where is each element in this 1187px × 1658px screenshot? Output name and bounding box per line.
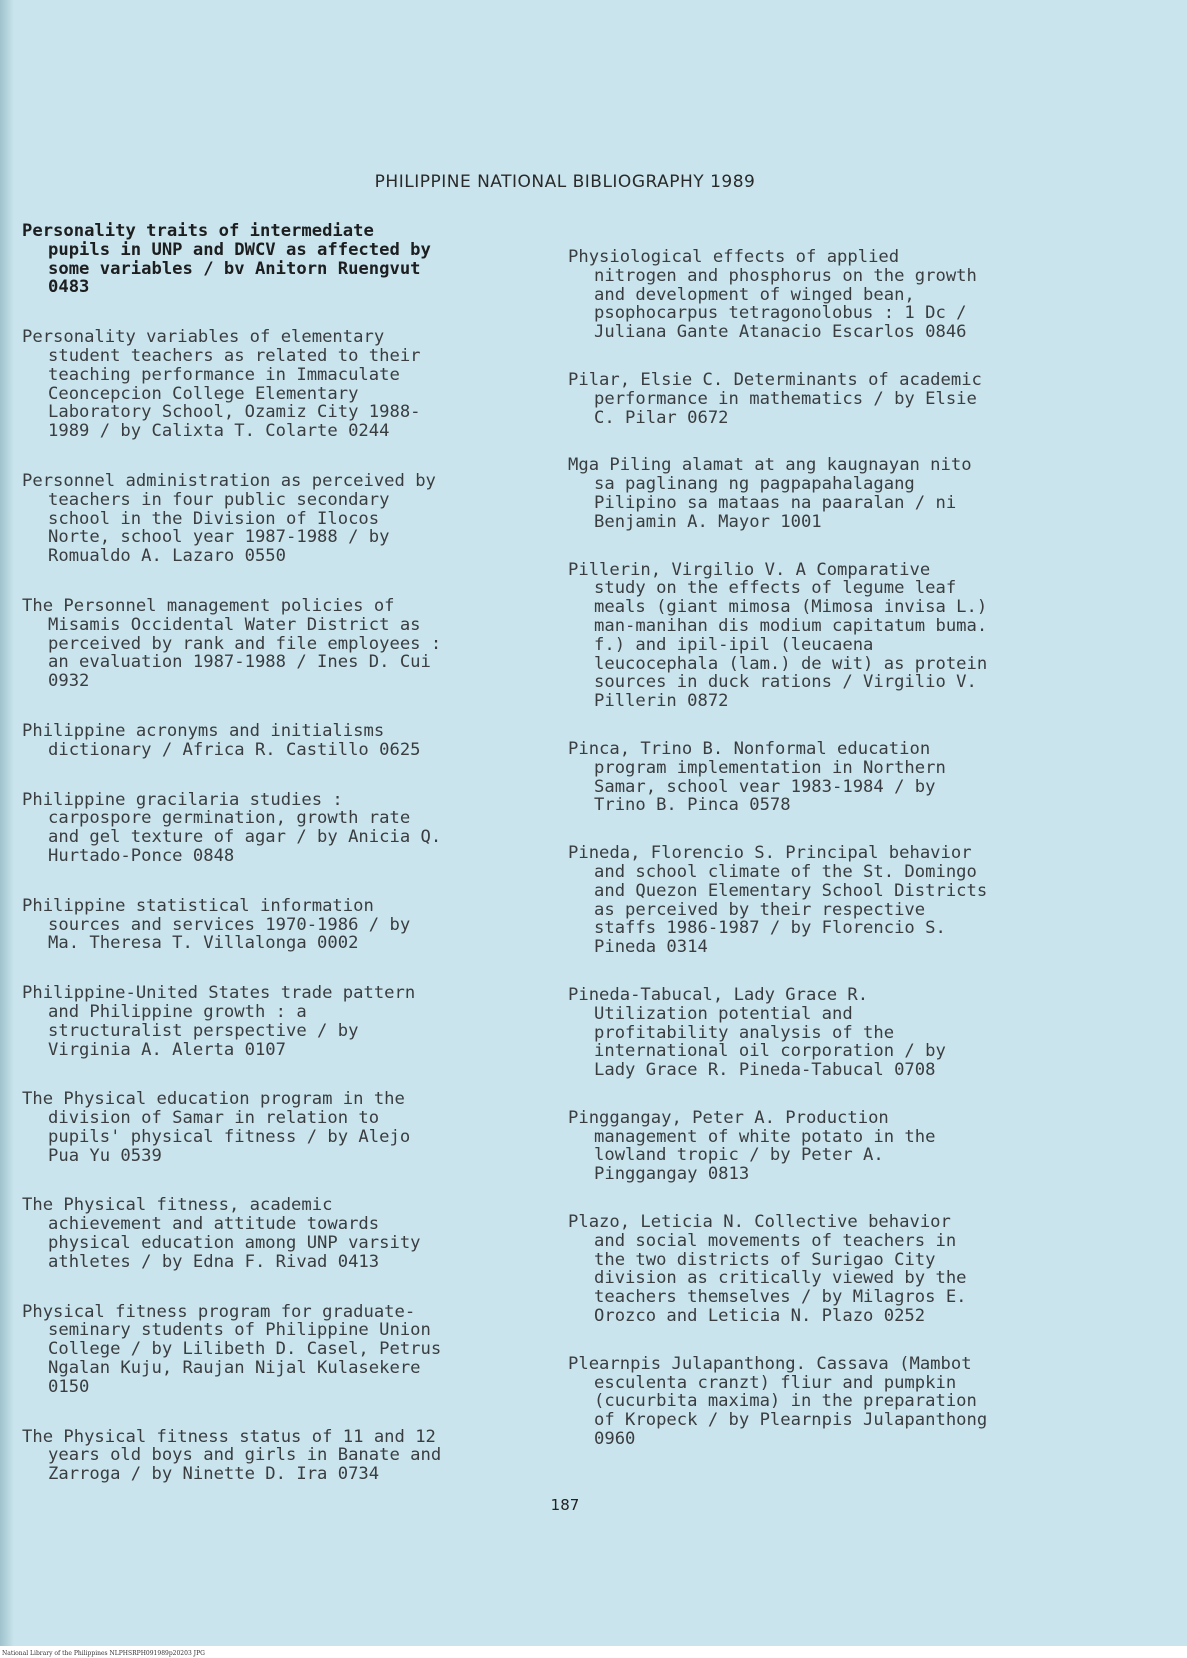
bibliography-entry: Pinca, Trino B. Nonformal education program implementation in Northern Samar, school vear 1983-1984 / by Trino B. Pinca 0578	[568, 738, 946, 816]
bibliography-entry: Pillerin, Virgilio V. A Comparative study on the effects of legume leaf meals (giant mimosa (Mimosa invisa L.) man-manihan dis modium capitatum buma. f.) and ipil-ipil (leucaena leucocephala (lam.) de wit) as protein sources in duck rations / Virgilio V. Pillerin 0872	[568, 559, 988, 712]
bibliography-entry: Personality traits of intermediate pupils in UNP and DWCV as affected by some variables / bv Anitorn Ruengvut 0483	[22, 221, 431, 298]
bibliography-entry: Philippine acronyms and initialisms dictionary / Africa R. Castillo 0625	[22, 720, 421, 760]
bibliography-entry: Plearnpis Julapanthong. Cassava (Mambot esculenta cranzt) fliur and pumpkin (cucurbita maxima) in the preparation of Kropeck / by Plearnpis Julapanthong 0960	[568, 1353, 988, 1450]
right-column	[568, 248, 1073, 1478]
bibliography-entry: The Physical fitness status of 11 and 12 years old boys and girls in Banate and Zarroga / by Ninette D. Ira 0734	[22, 1426, 442, 1485]
bibliography-entry: The Physical education program in the division of Samar in relation to pupils' physical fitness / by Alejo Pua Yu 0539	[22, 1089, 411, 1166]
bibliography-entry: The Physical fitness, academic achievement and attitude towards physical education among UNP varsity athletes / by Edna F. Rivad 0413	[22, 1195, 421, 1272]
bibliography-entry: Philippine statistical information sources and services 1970-1986 / by Ma. Theresa T. Villalonga 0002	[22, 895, 411, 954]
bibliography-entry: Pilar, Elsie C. Determinants of academic performance in mathematics / by Elsie C. Pilar 0672	[568, 369, 982, 428]
bibliography-entry: Pineda, Florencio S. Principal behavior and school climate of the St. Domingo and Quezon Elementary School Districts as perceived by their respective staffs 1986-1987 / by Florencio S. Pineda 0314	[568, 843, 988, 958]
footer-caption: National Library of the Philippines NLPHSRPH091989p20203 JPG	[2, 1650, 205, 1657]
bibliography-entry: The Personnel management policies of Misamis Occidental Water District as perceived by rank and file employees : an evaluation 1987-1988 / Ines D. Cui 0932	[22, 595, 442, 692]
bibliography-entry: Mga Piling alamat at ang kaugnayan nito sa paglinang ng pagpapahalagang Pilipino sa mataas na paaralan / ni Benjamin A. Mayor 1001	[568, 455, 972, 532]
footer-strip	[0, 1646, 1187, 1658]
page-binding-edge	[0, 0, 14, 1658]
bibliography-entry: Personality variables of elementary student teachers as related to their teaching performance in Immaculate Ceoncepcion College Elementary Laboratory School, Ozamiz City 1988- 1989 / by Calixta T. Colarte 0244	[22, 327, 421, 442]
page-number: 187	[550, 1496, 580, 1514]
bibliography-entry: Philippine gracilaria studies : carpospore germination, growth rate and gel texture of agar / by Anicia Q. Hurtado-Ponce 0848	[22, 789, 442, 866]
bibliography-entry: Pinggangay, Peter A. Production management of white potato in the lowland tropic / by Peter A. Pinggangay 0813	[568, 1107, 936, 1185]
bibliography-entry: Physical fitness program for graduate- seminary students of Philippine Union College / by Lilibeth D. Casel, Petrus Ngalan Kuju, Raujan Nijal Kulasekere 0150	[22, 1301, 442, 1397]
page-title: PHILIPPINE NATIONAL BIBLIOGRAPHY 1989	[374, 172, 756, 192]
bibliography-entry: Physiological effects of applied nitrogen and phosphorus on the growth and development of winged bean, psophocarpus tetragonolobus : 1 Dc / Juliana Gante Atanacio Escarlos 0846	[568, 247, 977, 343]
bibliography-entry: Plazo, Leticia N. Collective behavior and social movements of teachers in the two districts of Surigao City division as critically viewed by the teachers themselves / by Milagros E. Orozco and Leticia N. Plazo 0252	[568, 1212, 967, 1327]
bibliography-entry: Philippine-United States trade pattern and Philippine growth : a structuralist perspective / by Virginia A. Alerta 0107	[22, 983, 416, 1060]
bibliography-entry: Pineda-Tabucal, Lady Grace R. Utilization potential and profitability analysis of the international oil corporation / by Lady Grace R. Pineda-Tabucal 0708	[568, 984, 946, 1081]
left-column	[22, 222, 527, 1515]
bibliography-entry: Personnel administration as perceived by teachers in four public secondary school in the Division of Ilocos Norte, school year 1987-1988 / by Romualdo A. Lazaro 0550	[22, 470, 436, 567]
